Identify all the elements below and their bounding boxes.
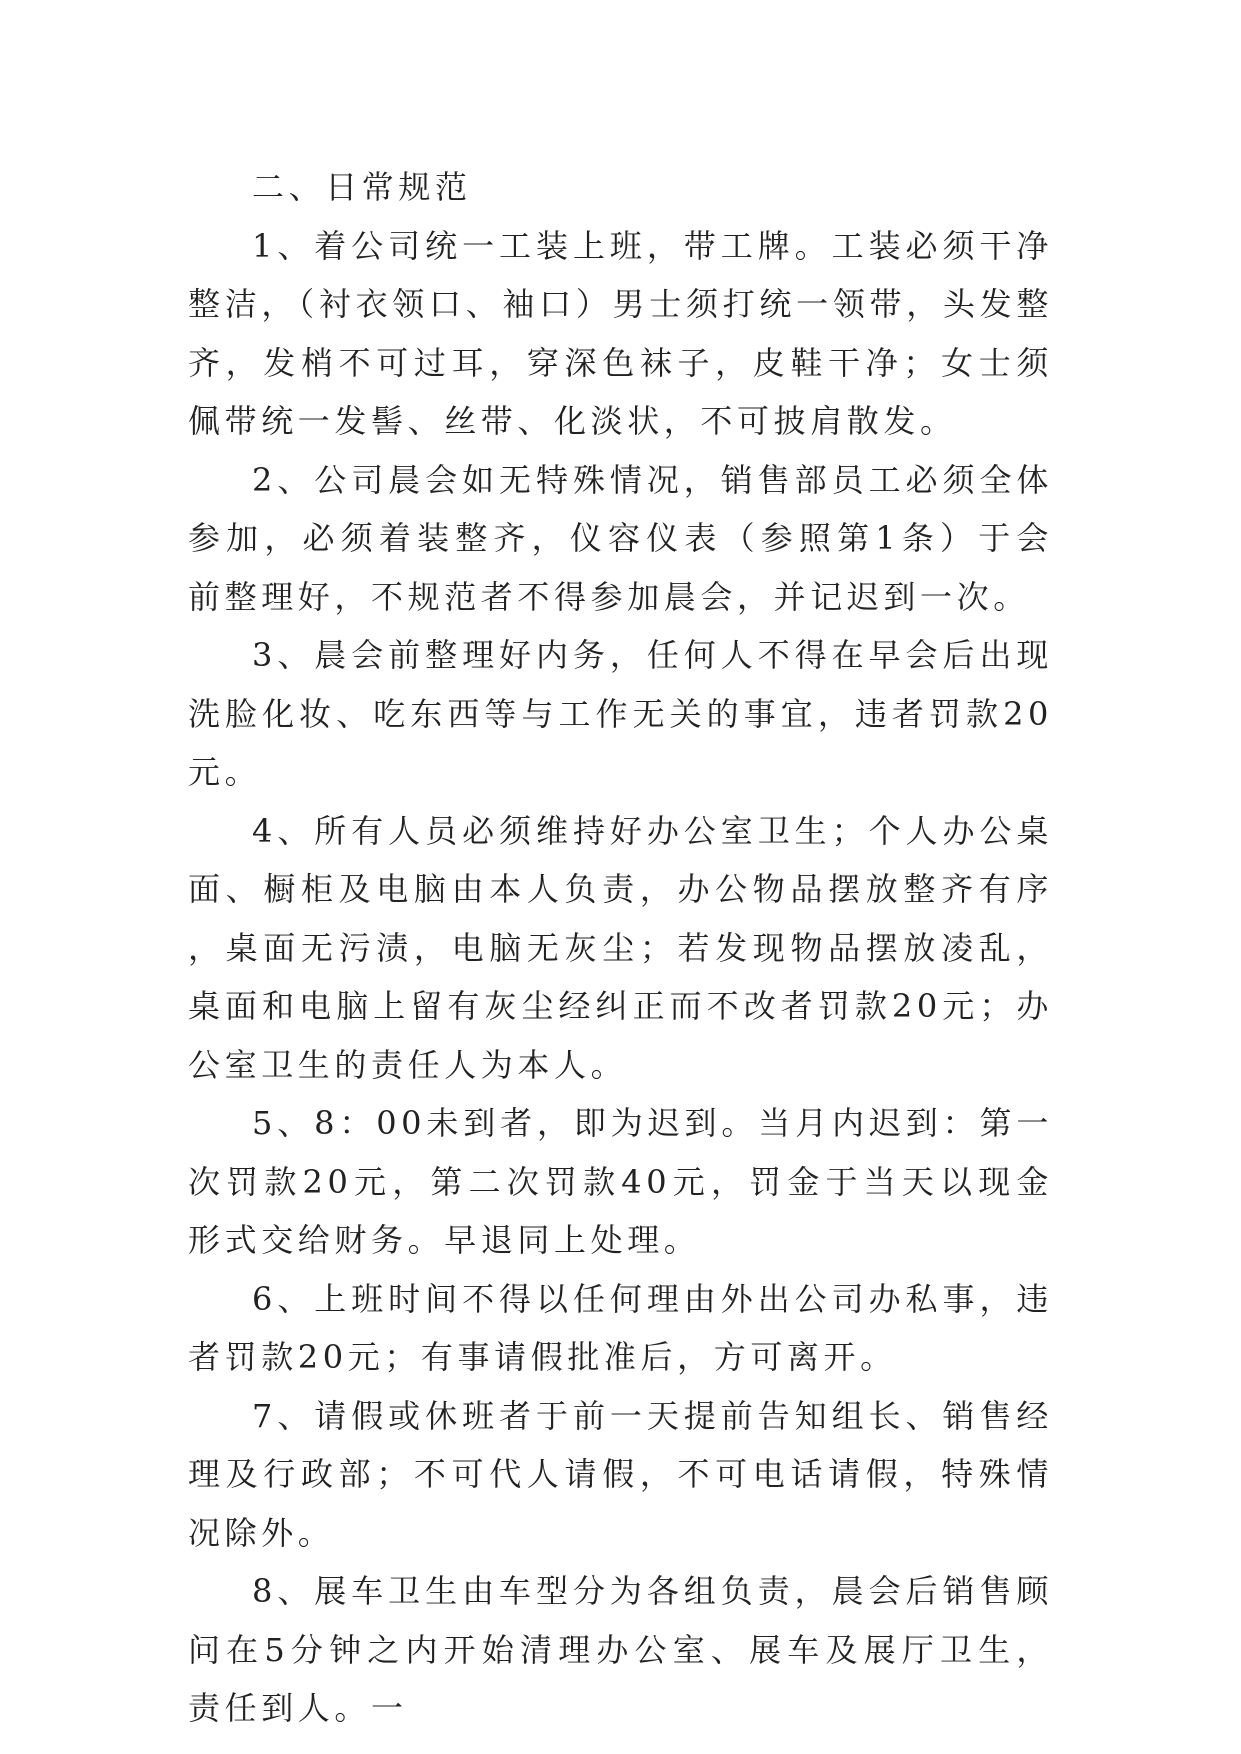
section-title: 二、日常规范 (252, 168, 472, 206)
rule-paragraph-6: 6、上班时间不得以任何理由外出公司办私事，违者罚款20元；有事请假批准后，方可离开。 (188, 1279, 1053, 1376)
rule-paragraph-4: 4、所有人员必须维持好办公室卫生；个人办公桌面、橱柜及电脑由本人负责，办公物品摆放整齐有序，桌面无污渍，电脑无灰尘；若发现物品摆放凌乱，桌面和电脑上留有灰尘经纠正而不改者罚款20元；办公室卫生的责任人为本人。 (188, 811, 1053, 1084)
rule-paragraph-1: 1、着公司统一工装上班，带工牌。工装必须干净整洁，（衬衣领口、袖口）男士须打统一领带，头发整齐，发梢不可过耳，穿深色袜子，皮鞋干净；女士须佩带统一发髻、丝带、化淡状，不可披肩散发。 (188, 226, 1053, 440)
document-body (188, 158, 1053, 1738)
rule-paragraph-2: 2、公司晨会如无特殊情况，销售部员工必须全体参加，必须着装整齐，仪容仪表（参照第1条）于会前整理好，不规范者不得参加晨会，并记迟到一次。 (188, 460, 1053, 616)
rule-paragraph-8: 8、展车卫生由车型分为各组负责，晨会后销售顾问在5分钟之内开始清理办公室、展车及展厅卫生，责任到人。一 (188, 1572, 1053, 1727)
rule-paragraph-3: 3、晨会前整理好内务，任何人不得在早会后出现洗脸化妆、吃东西等与工作无关的事宜，违者罚款20元。 (188, 636, 1053, 791)
rule-paragraph-5: 5、8：00未到者，即为迟到。当月内迟到：第一次罚款20元，第二次罚款40元，罚金于当天以现金形式交给财务。早退同上处理。 (188, 1104, 1053, 1259)
rule-paragraph-7: 7、请假或休班者于前一天提前告知组长、销售经理及行政部；不可代人请假，不可电话请假，特殊情况除外。 (188, 1396, 1053, 1552)
